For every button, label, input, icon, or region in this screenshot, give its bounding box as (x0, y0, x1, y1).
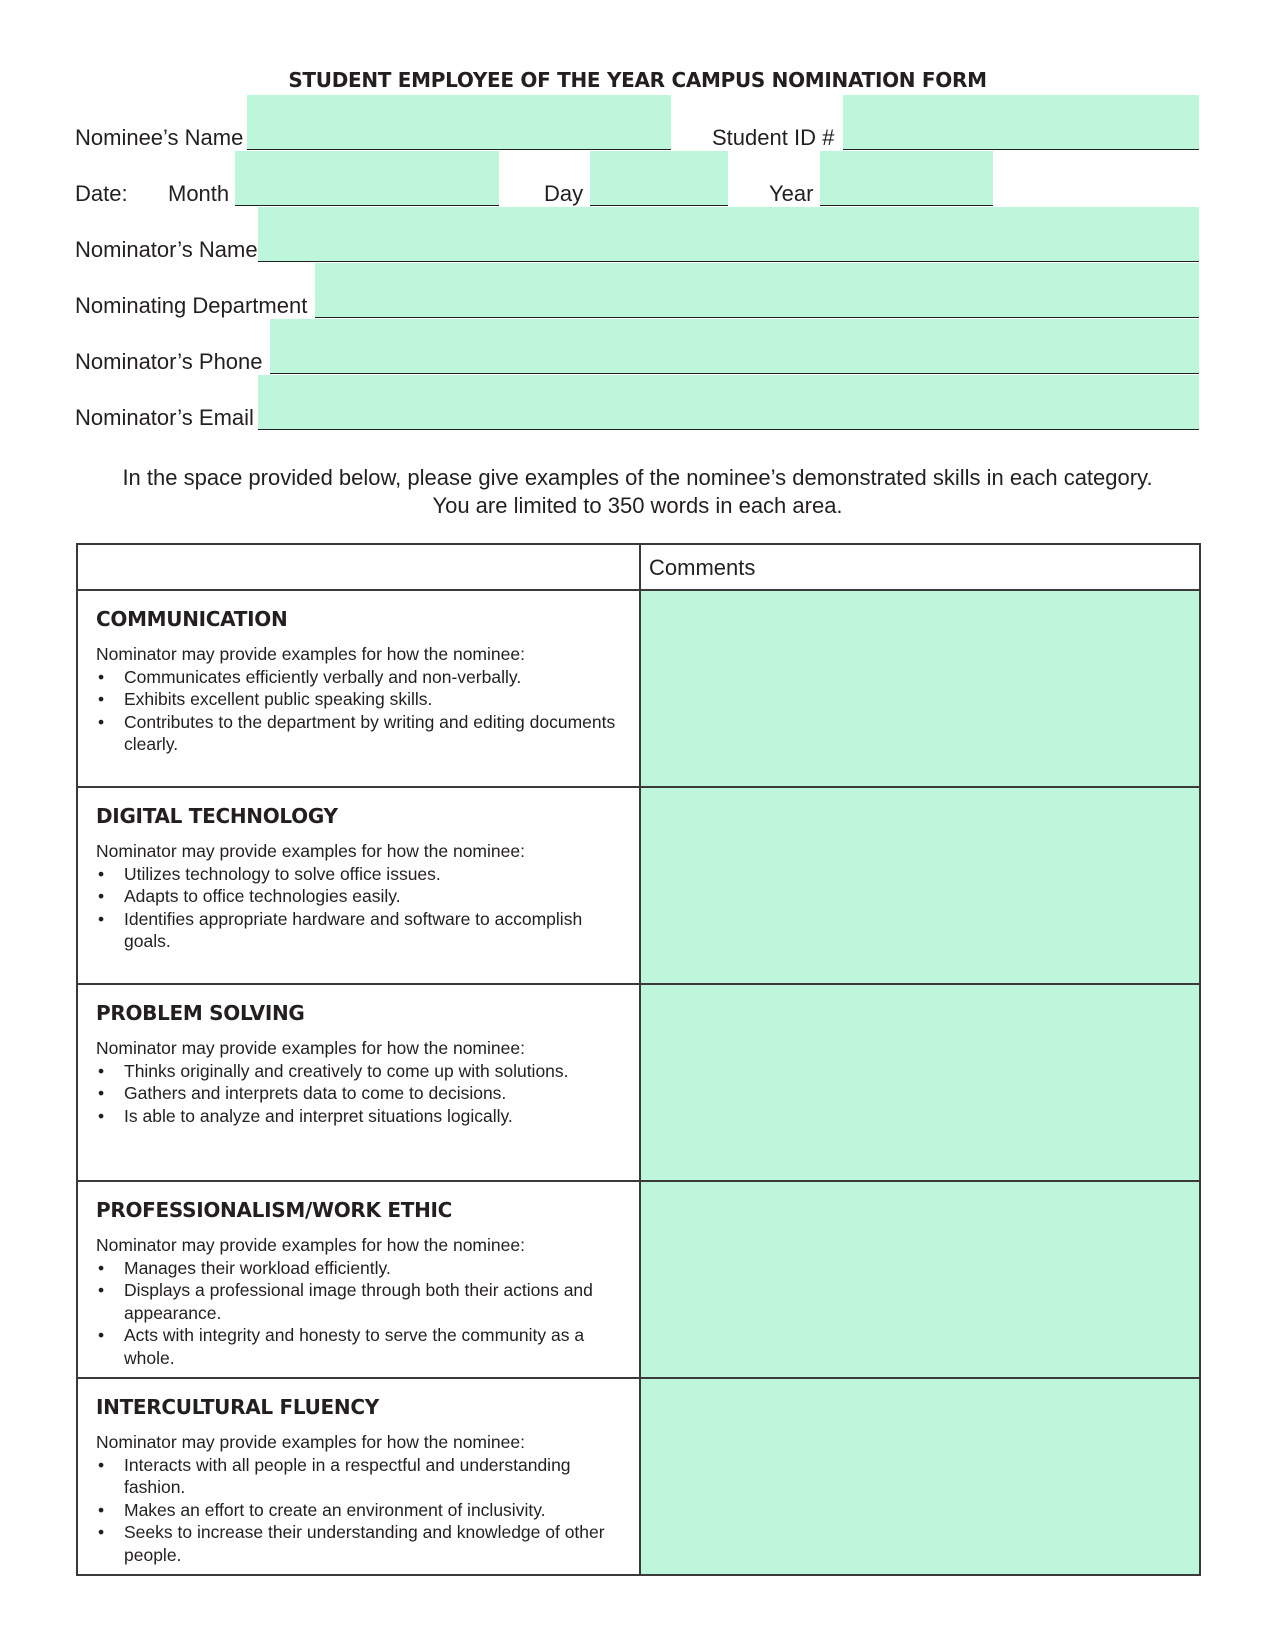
comment-field-professionalism[interactable] (640, 1181, 1200, 1378)
list-item: • Is able to analyze and interpret situations logically. (96, 1105, 621, 1128)
nominator-phone-field[interactable] (270, 319, 1199, 374)
comment-field-digital-technology[interactable] (640, 787, 1200, 984)
list-item: • Displays a professional image through both their actions and appearance. (96, 1279, 621, 1324)
skills-table (76, 543, 1201, 1576)
category-cell-communication (77, 590, 640, 787)
table-row (77, 1378, 1200, 1575)
category-title: PROBLEM SOLVING (96, 1001, 305, 1025)
day-label: Day (544, 181, 584, 206)
month-label: Month (168, 181, 230, 206)
category-intro: Nominator may provide examples for how the nominee: (96, 841, 525, 861)
category-title: INTERCULTURAL FLUENCY (96, 1395, 379, 1419)
table-header-row (77, 544, 1200, 590)
category-intro: Nominator may provide examples for how the nominee: (96, 1235, 525, 1255)
year-label: Year (769, 181, 814, 206)
instructions-line-1: In the space provided below, please give examples of the nominee’s demonstrated skills in each category. (122, 465, 1153, 490)
student-id-label: Student ID # (712, 125, 835, 150)
category-cell-professionalism (77, 1181, 640, 1378)
year-field[interactable] (820, 151, 993, 206)
bullet-list (96, 1454, 621, 1567)
comment-field-problem-solving[interactable] (640, 984, 1200, 1181)
nominator-email-label: Nominator’s Email (75, 405, 254, 430)
instructions (0, 464, 1275, 520)
category-intro: Nominator may provide examples for how the nominee: (96, 1038, 525, 1058)
list-item: • Acts with integrity and honesty to serve the community as a whole. (96, 1324, 621, 1369)
instructions-line-2: You are limited to 350 words in each area. (432, 493, 843, 518)
category-title: DIGITAL TECHNOLOGY (96, 804, 338, 828)
table-row (77, 787, 1200, 984)
table-row (77, 590, 1200, 787)
comments-header-cell (640, 544, 1200, 590)
comment-field-intercultural-fluency[interactable] (640, 1378, 1200, 1575)
nominator-email-field[interactable] (258, 375, 1199, 430)
month-field[interactable] (235, 151, 499, 206)
list-item: • Thinks originally and creatively to come up with solutions. (96, 1060, 621, 1083)
category-cell-intercultural-fluency (77, 1378, 640, 1575)
day-field[interactable] (590, 151, 728, 206)
student-id-field[interactable] (843, 95, 1199, 150)
bullet-list (96, 1060, 621, 1128)
list-item: • Adapts to office technologies easily. (96, 885, 621, 908)
list-item: • Identifies appropriate hardware and software to accomplish goals. (96, 908, 621, 953)
list-item: • Gathers and interprets data to come to decisions. (96, 1082, 621, 1105)
comment-field-communication[interactable] (640, 590, 1200, 787)
category-cell-digital-technology (77, 787, 640, 984)
form-title: STUDENT EMPLOYEE OF THE YEAR CAMPUS NOMINATION FORM (288, 68, 987, 92)
nominator-phone-label: Nominator’s Phone (75, 349, 263, 374)
list-item: • Seeks to increase their understanding and knowledge of other people. (96, 1521, 621, 1566)
category-intro: Nominator may provide examples for how the nominee: (96, 644, 525, 664)
list-item: • Communicates efficiently verbally and non-verbally. (96, 666, 621, 689)
list-item: • Contributes to the department by writing and editing documents clearly. (96, 711, 621, 756)
nominating-department-label: Nominating Department (75, 293, 308, 318)
nominee-name-label: Nominee’s Name (75, 125, 244, 150)
date-label: Date: (75, 181, 128, 206)
table-row (77, 1181, 1200, 1378)
category-intro: Nominator may provide examples for how the nominee: (96, 1432, 525, 1452)
list-item: • Interacts with all people in a respectful and understanding fashion. (96, 1454, 621, 1499)
list-item: • Manages their workload efficiently. (96, 1257, 621, 1280)
header-blank-cell (77, 544, 640, 590)
category-cell-problem-solving (77, 984, 640, 1181)
category-title: COMMUNICATION (96, 607, 288, 631)
list-item: • Utilizes technology to solve office issues. (96, 863, 621, 886)
comments-header: Comments (649, 555, 756, 580)
nominating-department-field[interactable] (315, 263, 1199, 318)
bullet-list (96, 1257, 621, 1370)
nominator-name-field[interactable] (258, 207, 1199, 262)
nominee-name-field[interactable] (247, 95, 671, 150)
category-title: PROFESSIONALISM/WORK ETHIC (96, 1198, 453, 1222)
table-row (77, 984, 1200, 1181)
list-item: • Makes an effort to create an environment of inclusivity. (96, 1499, 621, 1522)
bullet-list (96, 666, 621, 756)
nominator-name-label: Nominator’s Name (75, 237, 258, 262)
bullet-list (96, 863, 621, 953)
list-item: • Exhibits excellent public speaking skills. (96, 688, 621, 711)
